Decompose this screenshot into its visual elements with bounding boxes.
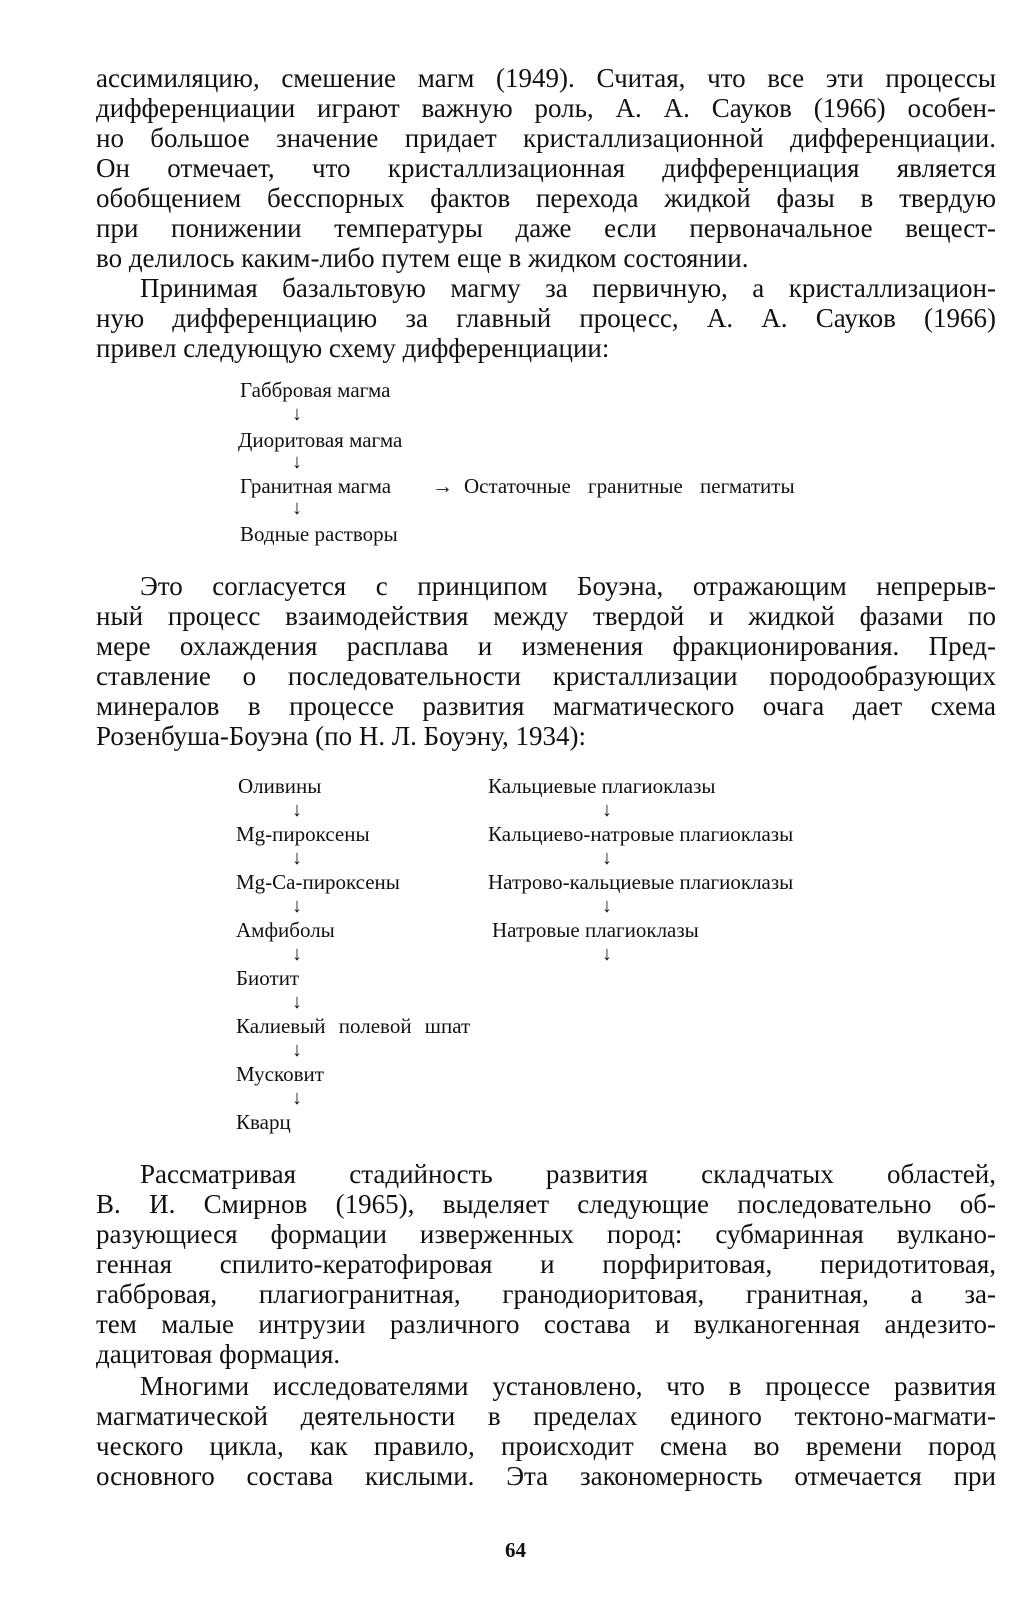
mineral-label: Оливины: [238, 774, 322, 798]
text-line: Это согласуется с принципом Боуэна, отражающим непрерыв-: [140, 571, 996, 601]
down-arrow-icon: ↓: [292, 847, 302, 869]
mineral-label: Натровые плагиоклазы: [492, 918, 699, 942]
page-number: 64: [505, 1538, 526, 1562]
down-arrow-icon: ↓: [292, 451, 302, 473]
text-line: дифференциации играют важную роль, А. А. Сауков (1966) особен-: [96, 93, 996, 123]
text-line: во делилось каким-либо путем еще в жидком состоянии.: [96, 243, 749, 273]
text-line: Принимая базальтовую магму за первичную, а кристаллизацион-: [140, 273, 996, 303]
mineral-label: Кальциево-натровые плагиоклазы: [488, 822, 794, 846]
mineral-label: Мусковит: [236, 1062, 324, 1086]
text-line: дацитовая формация.: [96, 1339, 341, 1369]
down-arrow-icon: ↓: [292, 403, 302, 425]
mineral-label: Натрово-кальциевые плагиоклазы: [488, 870, 794, 894]
text-line: Он отмечает, что кристаллизационная дифференциация является: [96, 153, 996, 183]
down-arrow-icon: ↓: [292, 1087, 302, 1109]
down-arrow-icon: ↓: [602, 847, 612, 869]
down-arrow-icon: ↓: [602, 799, 612, 821]
text-line: Розенбуша-Боуэна (по Н. Л. Боуэну, 1934):: [96, 721, 586, 751]
text-line: обобщением бесспорных фактов перехода жидкой фазы в твердую: [96, 183, 996, 213]
text-line: В. И. Смирнов (1965), выделяет следующие последовательно об-: [96, 1189, 996, 1219]
mineral-label: Mg-Ca-пироксены: [236, 870, 400, 894]
down-arrow-icon: ↓: [602, 943, 612, 965]
text-line: ассимиляцию, смешение магм (1949). Считая, что все эти процессы: [96, 63, 996, 93]
text-line: но большое значение придает кристаллизационной дифференциации.: [96, 123, 996, 153]
right-arrow-icon: →: [432, 474, 453, 498]
scheme-step: Водные растворы: [240, 522, 398, 546]
down-arrow-icon: ↓: [292, 943, 302, 965]
mineral-label: Кварц: [236, 1110, 291, 1134]
text-line: разующиеся формации изверженных пород: субмаринная вулкано-: [96, 1219, 996, 1249]
scheme-step: Габбровая магма: [240, 378, 391, 402]
text-line: тем малые интрузии различного состава и вулканогенная андезито-: [96, 1309, 996, 1339]
scheme-branch: Остаточные гранитные пегматиты: [464, 474, 795, 498]
text-line: основного состава кислыми. Эта закономерность отмечается при: [96, 1461, 996, 1491]
mineral-label: Калиевый полевой шпат: [236, 1014, 471, 1038]
down-arrow-icon: ↓: [292, 799, 302, 821]
text-line: мере охлаждения расплава и изменения фракционирования. Пред-: [96, 631, 996, 661]
text-line: ную дифференциацию за главный процесс, А. А. Сауков (1966): [96, 303, 996, 333]
text-line: генная спилито-кератофировая и порфиритовая, перидотитовая,: [96, 1249, 996, 1279]
down-arrow-icon: ↓: [292, 1039, 302, 1061]
text-line: ставление о последовательности кристаллизации породообразующих: [96, 661, 996, 691]
mineral-label: Амфиболы: [236, 918, 335, 942]
text-line: Многими исследователями установлено, что в процессе развития: [140, 1371, 996, 1401]
down-arrow-icon: ↓: [292, 497, 302, 519]
scheme-step: Диоритовая магма: [238, 428, 403, 452]
text-line: магматической деятельности в пределах единого тектоно-магмати-: [96, 1401, 996, 1431]
text-line: Рассматривая стадийность развития складчатых областей,: [140, 1159, 996, 1189]
mineral-label: Биотит: [236, 966, 300, 990]
down-arrow-icon: ↓: [602, 895, 612, 917]
text-line: ческого цикла, как правило, происходит смена во времени пород: [96, 1431, 996, 1461]
down-arrow-icon: ↓: [292, 991, 302, 1013]
mineral-label: Кальциевые плагиоклазы: [488, 774, 716, 798]
text-line: при понижении температуры даже если первоначальное вещест-: [96, 213, 996, 243]
scheme-step: Гранитная магма: [240, 474, 392, 498]
text-line: габбровая, плагиогранитная, гранодиоритовая, гранитная, а за-: [96, 1279, 996, 1309]
down-arrow-icon: ↓: [292, 895, 302, 917]
mineral-label: Mg-пироксены: [236, 822, 370, 846]
text-line: минералов в процессе развития магматического очага дает схема: [96, 691, 996, 721]
text-line: ный процесс взаимодействия между твердой и жидкой фазами по: [96, 601, 996, 631]
text-line: привел следующую схему дифференциации:: [96, 333, 610, 363]
